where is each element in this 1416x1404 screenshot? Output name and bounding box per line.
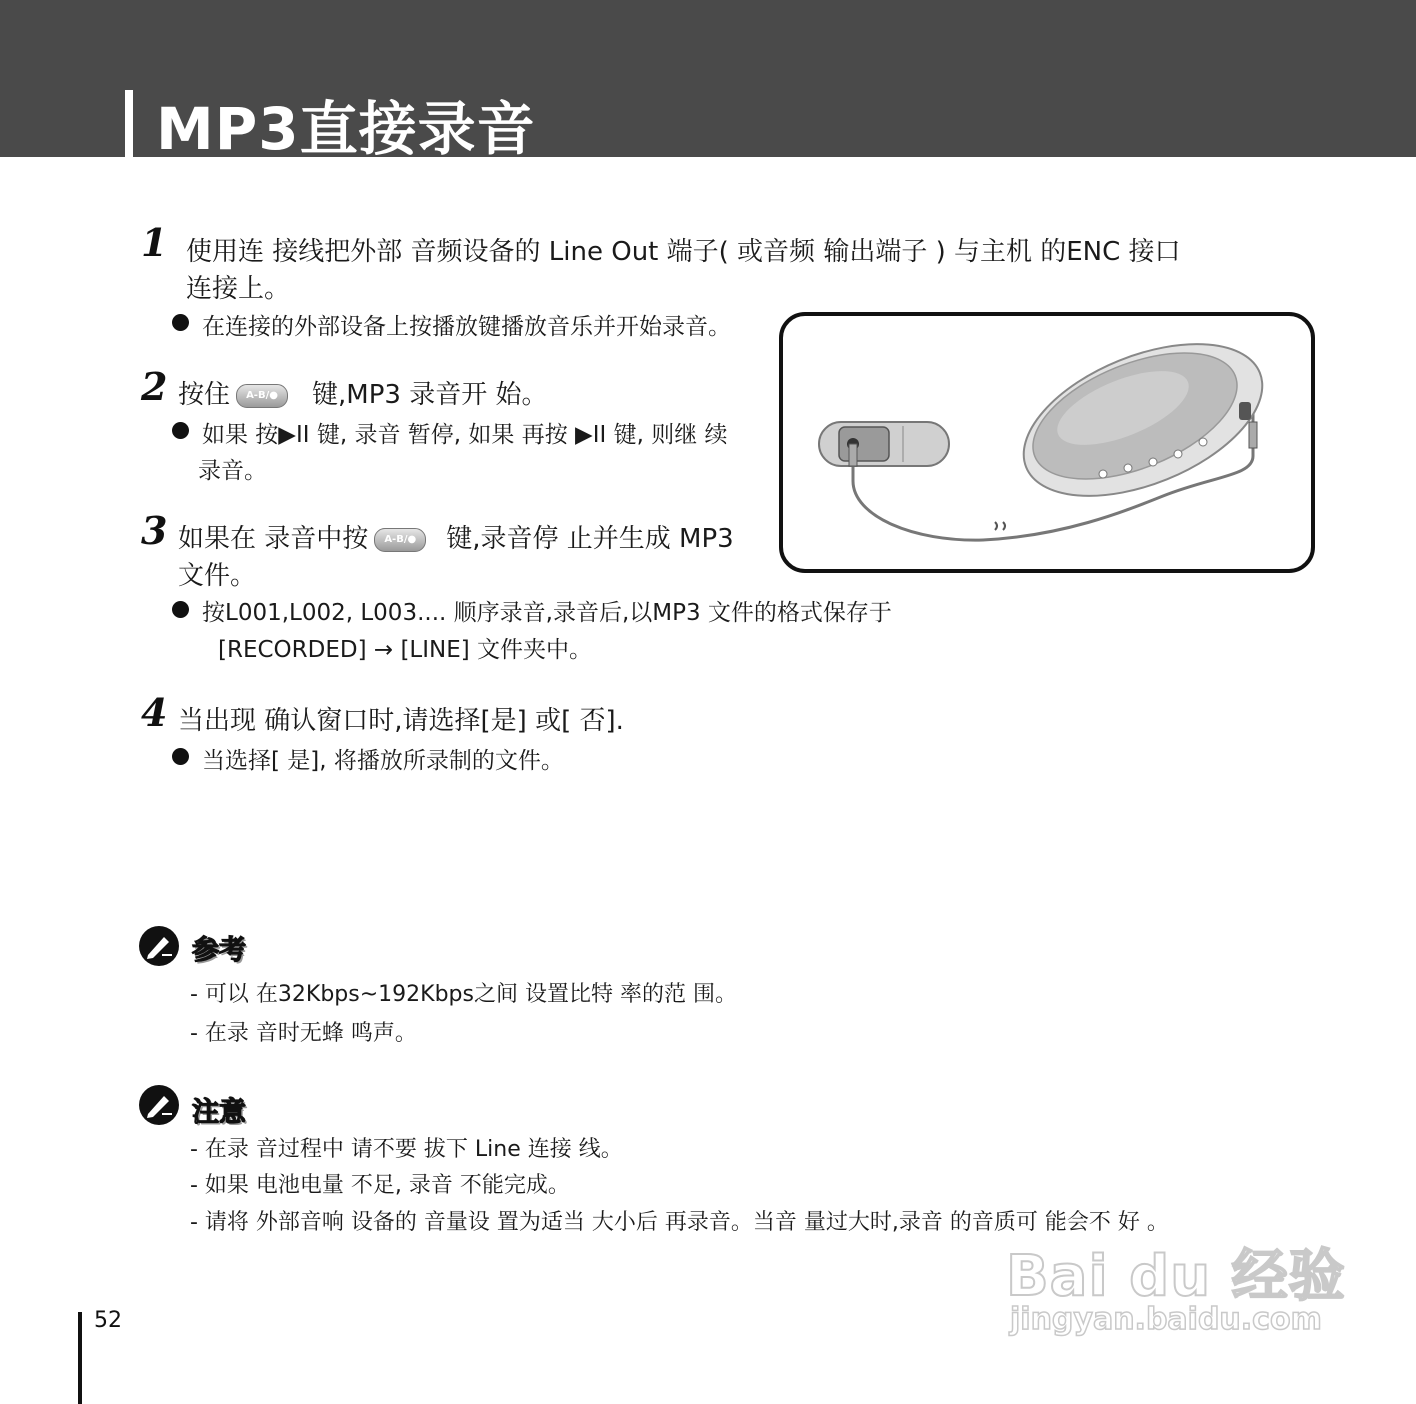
step-4-line-1: 当出现 确认窗口时,请选择[是] 或[ 否]. (178, 706, 624, 736)
note-caution-title: 注意 (192, 1097, 246, 1128)
note-reference-item-1: - 可以 在32Kbps~192Kbps之间 设置比特 率的范 围。 (190, 982, 737, 1007)
note-caution-item-2: - 如果 电池电量 不足, 录音 不能完成。 (190, 1173, 570, 1198)
step-2-text-after: 键,MP3 录音开 始。 (312, 380, 548, 410)
page-number: 52 (94, 1308, 122, 1333)
step-2-line (178, 374, 547, 411)
step-1-line-2: 连接上。 (186, 274, 291, 304)
header-accent-bar (125, 90, 133, 157)
step-1-line-1: 使用连 接线把外部 音频设备的 Line Out 端子( 或音频 输出端子 ) 与主机 的ENC 接口 (186, 237, 1181, 267)
ab-record-key-icon: A-B/● (236, 384, 288, 408)
step-3-bullet-1: 按L001,L002, L003.... 顺序录音,录音后,以MP3 文件的格式保存于 (202, 600, 892, 626)
page-title: MP3直接录音 (156, 95, 536, 163)
connection-illustration (779, 312, 1315, 573)
cable-plug (849, 444, 857, 466)
cable-plug (1249, 422, 1257, 448)
step-1-number: 1 (141, 220, 168, 265)
step-2-text-before: 按住 (178, 380, 231, 410)
note-caution-item-1: - 在录 音过程中 请不要 拔下 Line 连接 线。 (190, 1137, 623, 1162)
step-4-number: 4 (141, 690, 168, 735)
step-3-line-1 (178, 518, 734, 555)
step-3-text-before: 如果在 录音中按 (178, 524, 369, 554)
bullet-icon (172, 601, 189, 618)
note-reference-title: 参考 (192, 935, 246, 966)
step-3-bullet-2: [RECORDED] → [LINE] 文件夹中。 (218, 637, 593, 663)
bullet-icon (172, 748, 189, 765)
step-3-text-after: 键,录音停 止并生成 MP3 (446, 524, 734, 554)
ab-record-key-icon: A-B/● (374, 528, 426, 552)
baidu-watermark-url: jingyan.baidu.com (1010, 1302, 1322, 1337)
device-cable-diagram (783, 316, 1311, 569)
step-2-number: 2 (141, 364, 168, 409)
step-4-bullet-1: 当选择[ 是], 将播放所录制的文件。 (202, 748, 564, 774)
step-3-number: 3 (141, 508, 168, 553)
pencil-note-icon (138, 925, 180, 967)
step-2-bullet-2: 录音。 (198, 458, 267, 484)
bullet-icon (172, 422, 189, 439)
step-3-line-2: 文件。 (178, 561, 257, 591)
pencil-note-icon (138, 1084, 180, 1126)
step-2-bullet-1: 如果 按▶II 键, 录音 暂停, 如果 再按 ▶II 键, 则继 续 (202, 422, 728, 448)
page-number-bar (78, 1312, 82, 1404)
enc-port (1239, 402, 1251, 420)
step-1-bullet-1: 在连接的外部设备上按播放键播放音乐并开始录音。 (202, 314, 731, 340)
bullet-icon (172, 314, 189, 331)
page-header (0, 0, 1416, 163)
baidu-watermark: Bai du 经验 (1006, 1244, 1346, 1309)
line-out-port (839, 427, 889, 461)
note-reference-item-2: - 在录 音时无蜂 鸣声。 (190, 1021, 417, 1046)
note-caution-item-3: - 请将 外部音响 设备的 音量设 置为适当 大小后 再录音。当音 量过大时,录音 的音质可 能会不 好 。 (190, 1210, 1169, 1235)
